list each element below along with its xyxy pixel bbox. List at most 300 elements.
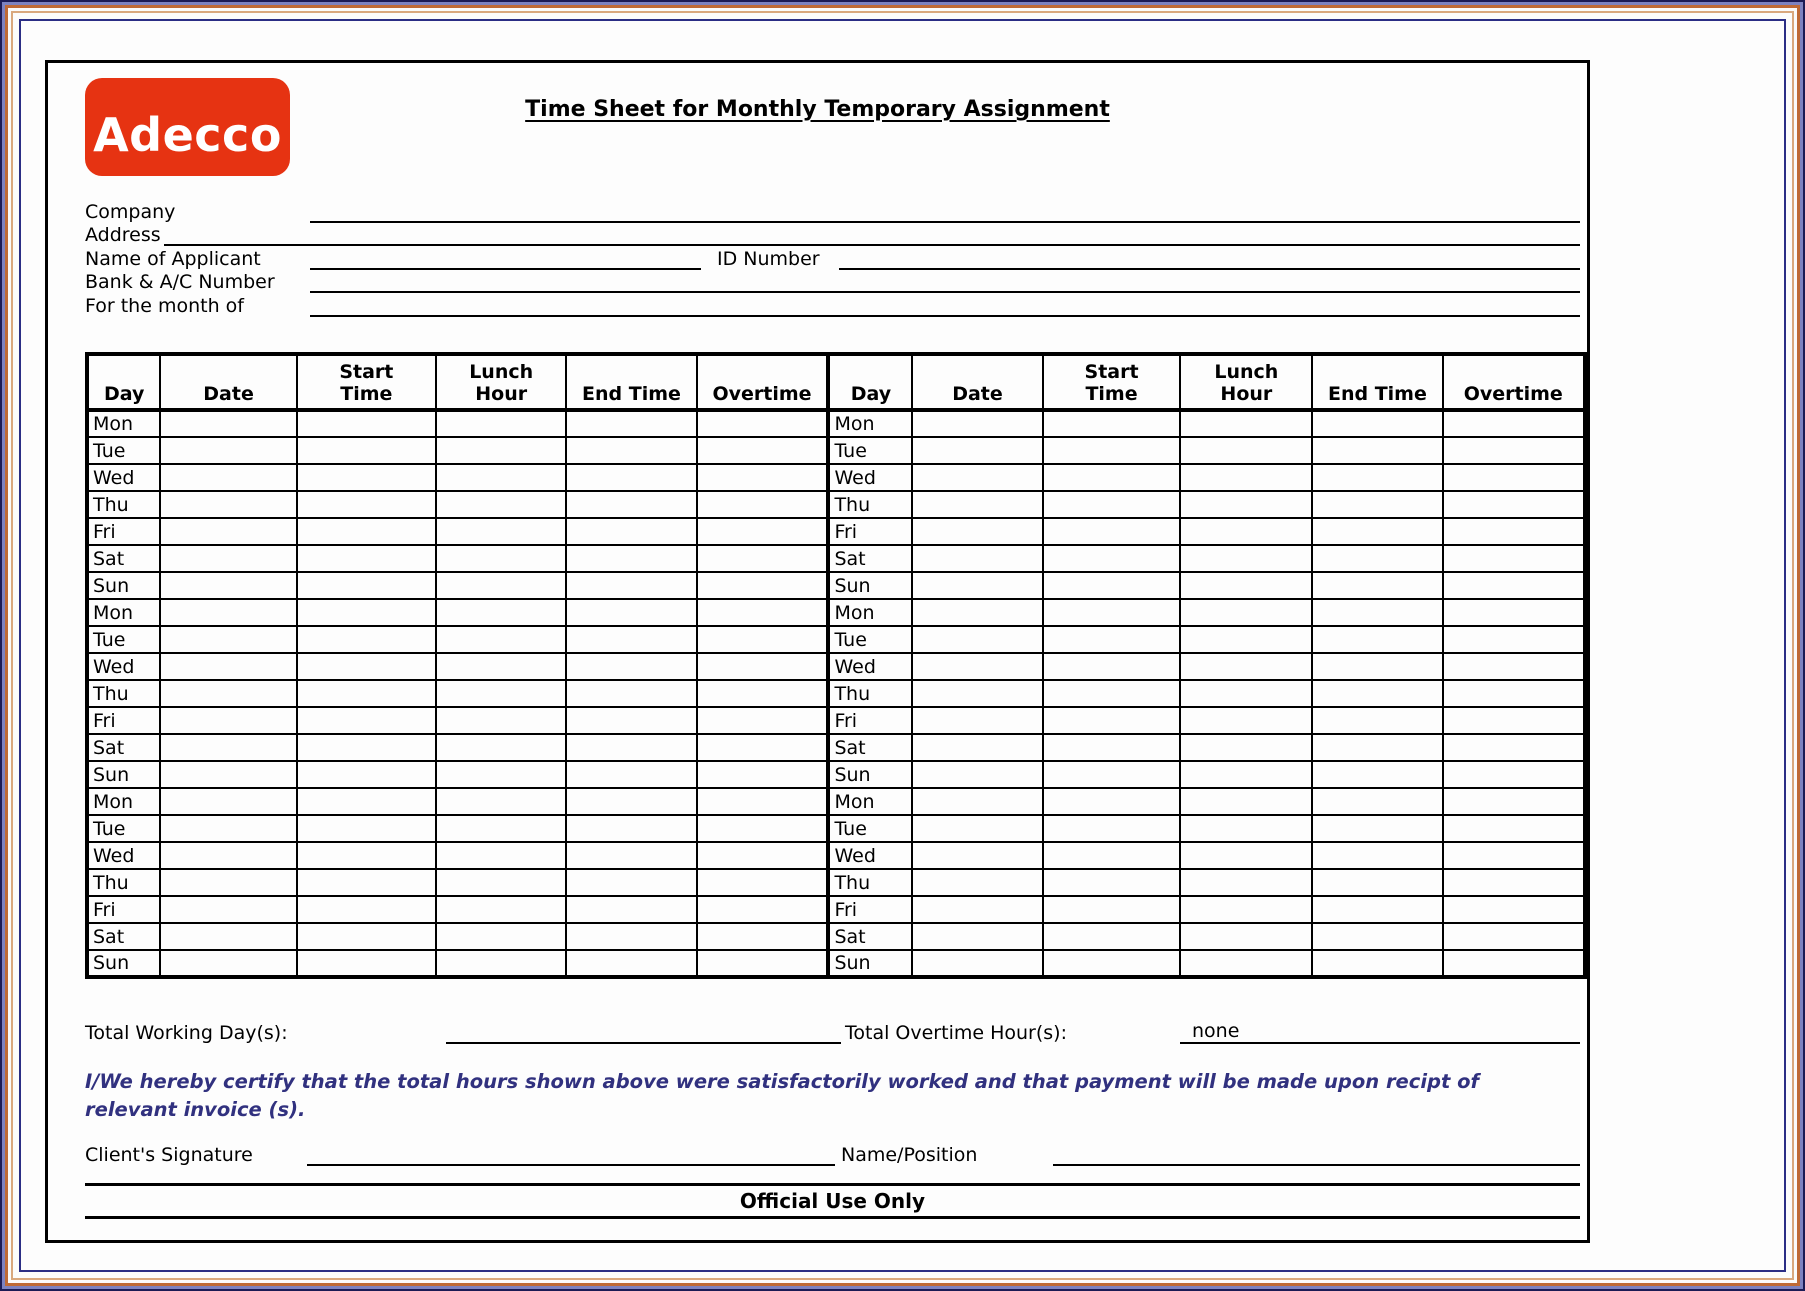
entry-cell[interactable] bbox=[1043, 599, 1181, 626]
entry-cell[interactable] bbox=[1043, 626, 1181, 653]
day-cell: Mon bbox=[87, 788, 160, 815]
entry-cell[interactable] bbox=[1043, 923, 1181, 950]
entry-cell[interactable] bbox=[697, 491, 829, 518]
entry-cell[interactable] bbox=[1043, 680, 1181, 707]
entry-cell[interactable] bbox=[297, 437, 436, 464]
entry-cell[interactable] bbox=[1180, 815, 1312, 842]
entry-cell[interactable] bbox=[160, 437, 296, 464]
entry-cell[interactable] bbox=[1043, 545, 1181, 572]
entry-cell[interactable] bbox=[566, 869, 696, 896]
entry-cell[interactable] bbox=[1180, 599, 1312, 626]
entry-cell[interactable] bbox=[436, 626, 566, 653]
clients-signature-input-line[interactable] bbox=[307, 1142, 835, 1166]
entry-cell[interactable] bbox=[912, 950, 1042, 977]
entry-cell[interactable] bbox=[566, 626, 696, 653]
company-input-line[interactable] bbox=[310, 199, 1580, 223]
official-use-bottom-rule bbox=[85, 1216, 1580, 1219]
entry-cell[interactable] bbox=[912, 896, 1042, 923]
name-of-applicant-label: Name of Applicant bbox=[85, 248, 261, 270]
certification-text bbox=[85, 1068, 1555, 1124]
entry-cell[interactable] bbox=[1443, 545, 1585, 572]
entry-cell[interactable] bbox=[566, 734, 696, 761]
entry-cell[interactable] bbox=[160, 923, 296, 950]
entry-cell[interactable] bbox=[566, 923, 696, 950]
entry-cell[interactable] bbox=[1043, 464, 1181, 491]
col-header-lunch-hour: Lunch Hour bbox=[436, 354, 566, 410]
entry-cell[interactable] bbox=[436, 923, 566, 950]
frame-slate-line bbox=[2, 2, 1803, 1289]
day-cell: Mon bbox=[828, 410, 912, 437]
entry-cell[interactable] bbox=[436, 572, 566, 599]
entry-cell[interactable] bbox=[697, 896, 829, 923]
entry-cell[interactable] bbox=[1180, 896, 1312, 923]
day-cell: Mon bbox=[828, 599, 912, 626]
entry-cell[interactable] bbox=[566, 950, 696, 977]
table-row bbox=[87, 707, 1585, 734]
entry-cell[interactable] bbox=[697, 923, 829, 950]
day-cell: Sat bbox=[87, 545, 160, 572]
entry-cell[interactable] bbox=[1043, 896, 1181, 923]
entry-cell[interactable] bbox=[1312, 491, 1442, 518]
entry-cell[interactable] bbox=[1443, 815, 1585, 842]
day-cell: Tue bbox=[828, 437, 912, 464]
entry-cell[interactable] bbox=[912, 410, 1042, 437]
day-cell: Sat bbox=[828, 545, 912, 572]
name-position-input-line[interactable] bbox=[1053, 1142, 1580, 1166]
entry-cell[interactable] bbox=[436, 545, 566, 572]
entry-cell[interactable] bbox=[1043, 734, 1181, 761]
page-title: Time Sheet for Monthly Temporary Assignment bbox=[525, 97, 1110, 122]
entry-cell[interactable] bbox=[160, 653, 296, 680]
entry-cell[interactable] bbox=[1312, 545, 1442, 572]
entry-cell[interactable] bbox=[160, 734, 296, 761]
entry-cell[interactable] bbox=[697, 788, 829, 815]
total-working-days-input-line[interactable] bbox=[446, 1020, 841, 1044]
entry-cell[interactable] bbox=[1443, 761, 1585, 788]
entry-cell[interactable] bbox=[912, 869, 1042, 896]
entry-cell[interactable] bbox=[297, 545, 436, 572]
entry-cell[interactable] bbox=[1312, 842, 1442, 869]
entry-cell[interactable] bbox=[566, 491, 696, 518]
day-cell: Fri bbox=[87, 707, 160, 734]
entry-cell[interactable] bbox=[566, 680, 696, 707]
entry-cell[interactable] bbox=[160, 680, 296, 707]
entry-cell[interactable] bbox=[297, 410, 436, 437]
entry-cell[interactable] bbox=[912, 545, 1042, 572]
totals-row bbox=[85, 1018, 1580, 1044]
day-cell: Tue bbox=[87, 437, 160, 464]
entry-cell[interactable] bbox=[912, 653, 1042, 680]
timesheet-form bbox=[45, 60, 1590, 1243]
entry-cell[interactable] bbox=[566, 815, 696, 842]
entry-cell[interactable] bbox=[1443, 896, 1585, 923]
entry-cell[interactable] bbox=[1312, 761, 1442, 788]
day-cell: Sat bbox=[87, 923, 160, 950]
entry-cell[interactable] bbox=[1312, 950, 1442, 977]
day-cell: Wed bbox=[828, 653, 912, 680]
entry-cell[interactable] bbox=[912, 680, 1042, 707]
entry-cell[interactable] bbox=[1180, 464, 1312, 491]
entry-cell[interactable] bbox=[297, 518, 436, 545]
entry-cell[interactable] bbox=[436, 518, 566, 545]
frame-tan-line bbox=[11, 11, 1794, 1280]
company-row bbox=[85, 199, 1580, 223]
for-the-month-of-label: For the month of bbox=[85, 295, 244, 317]
day-cell: Sat bbox=[87, 734, 160, 761]
entry-cell[interactable] bbox=[912, 815, 1042, 842]
entry-cell[interactable] bbox=[160, 896, 296, 923]
entry-cell[interactable] bbox=[566, 437, 696, 464]
entry-cell[interactable] bbox=[1180, 653, 1312, 680]
table-row bbox=[87, 950, 1585, 977]
entry-cell[interactable] bbox=[160, 410, 296, 437]
total-working-days-label: Total Working Day(s): bbox=[85, 1022, 288, 1044]
entry-cell[interactable] bbox=[297, 788, 436, 815]
entry-cell[interactable] bbox=[1180, 410, 1312, 437]
entry-cell[interactable] bbox=[1312, 626, 1442, 653]
company-label: Company bbox=[85, 201, 176, 223]
day-cell: Thu bbox=[87, 491, 160, 518]
entry-cell[interactable] bbox=[697, 545, 829, 572]
entry-cell[interactable] bbox=[1043, 572, 1181, 599]
entry-cell[interactable] bbox=[1180, 680, 1312, 707]
adecco-logo-text: Adecco bbox=[93, 108, 282, 162]
entry-cell[interactable] bbox=[160, 599, 296, 626]
day-cell: Sat bbox=[828, 734, 912, 761]
entry-cell[interactable] bbox=[912, 464, 1042, 491]
entry-cell[interactable] bbox=[160, 950, 296, 977]
col-header-lunch-hour: Lunch Hour bbox=[1180, 354, 1312, 410]
entry-cell[interactable] bbox=[1312, 599, 1442, 626]
entry-cell[interactable] bbox=[297, 923, 436, 950]
bank-row bbox=[85, 269, 1580, 293]
entry-cell[interactable] bbox=[436, 437, 566, 464]
entry-cell[interactable] bbox=[697, 761, 829, 788]
timesheet-header-row bbox=[87, 354, 1585, 410]
day-cell: Sun bbox=[87, 572, 160, 599]
entry-cell[interactable] bbox=[1180, 869, 1312, 896]
entry-cell[interactable] bbox=[436, 653, 566, 680]
entry-cell[interactable] bbox=[436, 869, 566, 896]
entry-cell[interactable] bbox=[436, 707, 566, 734]
total-overtime-hours-value-line[interactable]: none bbox=[1180, 1020, 1580, 1044]
entry-cell[interactable] bbox=[297, 680, 436, 707]
table-row bbox=[87, 653, 1585, 680]
entry-cell[interactable] bbox=[1312, 869, 1442, 896]
entry-cell[interactable] bbox=[1043, 788, 1181, 815]
entry-cell[interactable] bbox=[697, 599, 829, 626]
entry-cell[interactable] bbox=[697, 464, 829, 491]
entry-cell[interactable] bbox=[436, 599, 566, 626]
entry-cell[interactable] bbox=[1180, 788, 1312, 815]
entry-cell[interactable] bbox=[1180, 572, 1312, 599]
entry-cell[interactable] bbox=[297, 626, 436, 653]
entry-cell[interactable] bbox=[297, 653, 436, 680]
table-row bbox=[87, 491, 1585, 518]
table-row bbox=[87, 572, 1585, 599]
entry-cell[interactable] bbox=[1312, 734, 1442, 761]
entry-cell[interactable] bbox=[912, 761, 1042, 788]
entry-cell[interactable] bbox=[297, 842, 436, 869]
entry-cell[interactable] bbox=[697, 572, 829, 599]
table-row bbox=[87, 518, 1585, 545]
entry-cell[interactable] bbox=[1443, 626, 1585, 653]
address-input-line[interactable] bbox=[164, 222, 1580, 246]
total-overtime-hours-label: Total Overtime Hour(s): bbox=[845, 1022, 1067, 1044]
table-row bbox=[87, 437, 1585, 464]
entry-cell[interactable] bbox=[697, 518, 829, 545]
entry-cell[interactable] bbox=[912, 518, 1042, 545]
day-cell: Thu bbox=[828, 680, 912, 707]
entry-cell[interactable] bbox=[1180, 761, 1312, 788]
entry-cell[interactable] bbox=[566, 842, 696, 869]
day-cell: Thu bbox=[87, 869, 160, 896]
entry-cell[interactable] bbox=[1443, 788, 1585, 815]
entry-cell[interactable] bbox=[1043, 869, 1181, 896]
applicant-row bbox=[85, 246, 1580, 270]
entry-cell[interactable] bbox=[436, 896, 566, 923]
entry-cell[interactable] bbox=[912, 788, 1042, 815]
entry-cell[interactable] bbox=[1312, 410, 1442, 437]
entry-cell[interactable] bbox=[160, 572, 296, 599]
entry-cell[interactable] bbox=[160, 626, 296, 653]
entry-cell[interactable] bbox=[1312, 464, 1442, 491]
day-cell: Wed bbox=[87, 653, 160, 680]
entry-cell[interactable] bbox=[1443, 869, 1585, 896]
entry-cell[interactable] bbox=[1312, 788, 1442, 815]
entry-cell[interactable] bbox=[1180, 734, 1312, 761]
entry-cell[interactable] bbox=[1180, 707, 1312, 734]
entry-cell[interactable] bbox=[1312, 815, 1442, 842]
entry-cell[interactable] bbox=[566, 545, 696, 572]
entry-cell[interactable] bbox=[1443, 437, 1585, 464]
entry-cell[interactable] bbox=[297, 599, 436, 626]
entry-cell[interactable] bbox=[1443, 707, 1585, 734]
day-cell: Tue bbox=[87, 626, 160, 653]
day-cell: Fri bbox=[87, 896, 160, 923]
bank-ac-number-label: Bank & A/C Number bbox=[85, 271, 275, 293]
entry-cell[interactable] bbox=[436, 761, 566, 788]
month-input-line[interactable] bbox=[310, 293, 1580, 317]
day-cell: Thu bbox=[87, 680, 160, 707]
entry-cell[interactable] bbox=[566, 761, 696, 788]
month-row bbox=[85, 293, 1580, 317]
entry-cell[interactable] bbox=[160, 842, 296, 869]
entry-cell[interactable] bbox=[1312, 896, 1442, 923]
entry-cell[interactable] bbox=[1180, 842, 1312, 869]
day-cell: Fri bbox=[828, 896, 912, 923]
entry-cell[interactable] bbox=[912, 437, 1042, 464]
name-of-applicant-input-line[interactable] bbox=[310, 246, 701, 270]
entry-cell[interactable] bbox=[1043, 410, 1181, 437]
table-row bbox=[87, 410, 1585, 437]
day-cell: Wed bbox=[828, 842, 912, 869]
entry-cell[interactable] bbox=[1043, 761, 1181, 788]
entry-cell[interactable] bbox=[1443, 410, 1585, 437]
col-header-date: Date bbox=[912, 354, 1042, 410]
entry-cell[interactable] bbox=[912, 842, 1042, 869]
entry-cell[interactable] bbox=[436, 464, 566, 491]
entry-cell[interactable] bbox=[1443, 599, 1585, 626]
entry-cell[interactable] bbox=[697, 950, 829, 977]
entry-cell[interactable] bbox=[1043, 707, 1181, 734]
entry-cell[interactable] bbox=[160, 491, 296, 518]
entry-cell[interactable] bbox=[436, 734, 566, 761]
entry-cell[interactable] bbox=[1180, 437, 1312, 464]
entry-cell[interactable] bbox=[697, 653, 829, 680]
entry-cell[interactable] bbox=[1180, 923, 1312, 950]
col-header-date: Date bbox=[160, 354, 296, 410]
day-cell: Thu bbox=[828, 869, 912, 896]
entry-cell[interactable] bbox=[697, 734, 829, 761]
entry-cell[interactable] bbox=[1312, 437, 1442, 464]
day-cell: Sun bbox=[828, 950, 912, 977]
entry-cell[interactable] bbox=[566, 788, 696, 815]
entry-cell[interactable] bbox=[1312, 680, 1442, 707]
entry-cell[interactable] bbox=[1043, 491, 1181, 518]
entry-cell[interactable] bbox=[160, 869, 296, 896]
entry-cell[interactable] bbox=[566, 653, 696, 680]
entry-cell[interactable] bbox=[697, 626, 829, 653]
entry-cell[interactable] bbox=[1443, 923, 1585, 950]
entry-cell[interactable] bbox=[297, 707, 436, 734]
entry-cell[interactable] bbox=[566, 464, 696, 491]
entry-cell[interactable] bbox=[566, 572, 696, 599]
entry-cell[interactable] bbox=[1180, 491, 1312, 518]
entry-cell[interactable] bbox=[1043, 815, 1181, 842]
entry-cell[interactable] bbox=[1443, 842, 1585, 869]
entry-cell[interactable] bbox=[1443, 572, 1585, 599]
table-row bbox=[87, 734, 1585, 761]
entry-cell[interactable] bbox=[1312, 923, 1442, 950]
entry-cell[interactable] bbox=[566, 707, 696, 734]
entry-cell[interactable] bbox=[1443, 950, 1585, 977]
official-use-top-rule bbox=[85, 1183, 1580, 1186]
entry-cell[interactable] bbox=[566, 896, 696, 923]
entry-cell[interactable] bbox=[912, 572, 1042, 599]
day-cell: Thu bbox=[828, 491, 912, 518]
entry-cell[interactable] bbox=[160, 761, 296, 788]
table-row bbox=[87, 869, 1585, 896]
day-cell: Sat bbox=[828, 923, 912, 950]
table-row bbox=[87, 842, 1585, 869]
col-header-end-time: End Time bbox=[1312, 354, 1442, 410]
entry-cell[interactable] bbox=[160, 815, 296, 842]
signature-row bbox=[85, 1140, 1580, 1166]
entry-cell[interactable] bbox=[297, 572, 436, 599]
col-header-end-time: End Time bbox=[566, 354, 696, 410]
col-header-overtime: Overtime bbox=[697, 354, 829, 410]
day-cell: Sun bbox=[87, 761, 160, 788]
day-cell: Tue bbox=[87, 815, 160, 842]
name-position-label: Name/Position bbox=[841, 1144, 978, 1166]
entry-cell[interactable] bbox=[697, 842, 829, 869]
entry-cell[interactable] bbox=[566, 410, 696, 437]
entry-cell[interactable] bbox=[1443, 518, 1585, 545]
entry-cell[interactable] bbox=[1443, 680, 1585, 707]
entry-cell[interactable] bbox=[1180, 518, 1312, 545]
entry-cell[interactable] bbox=[1312, 518, 1442, 545]
entry-cell[interactable] bbox=[1443, 653, 1585, 680]
entry-cell[interactable] bbox=[912, 599, 1042, 626]
entry-cell[interactable] bbox=[1043, 842, 1181, 869]
day-cell: Sun bbox=[87, 950, 160, 977]
entry-cell[interactable] bbox=[912, 626, 1042, 653]
day-cell: Wed bbox=[828, 464, 912, 491]
entry-cell[interactable] bbox=[436, 491, 566, 518]
entry-cell[interactable] bbox=[436, 815, 566, 842]
entry-cell[interactable] bbox=[1312, 653, 1442, 680]
entry-cell[interactable] bbox=[1312, 707, 1442, 734]
entry-cell[interactable] bbox=[436, 680, 566, 707]
entry-cell[interactable] bbox=[697, 815, 829, 842]
table-row bbox=[87, 680, 1585, 707]
id-number-label: ID Number bbox=[717, 248, 820, 270]
entry-cell[interactable] bbox=[566, 518, 696, 545]
entry-cell[interactable] bbox=[1443, 491, 1585, 518]
entry-cell[interactable] bbox=[1443, 464, 1585, 491]
entry-cell[interactable] bbox=[1043, 437, 1181, 464]
entry-cell[interactable] bbox=[160, 545, 296, 572]
entry-cell[interactable] bbox=[912, 923, 1042, 950]
entry-cell[interactable] bbox=[1180, 545, 1312, 572]
entry-cell[interactable] bbox=[1180, 626, 1312, 653]
entry-cell[interactable] bbox=[297, 815, 436, 842]
entry-cell[interactable] bbox=[297, 896, 436, 923]
entry-cell[interactable] bbox=[912, 734, 1042, 761]
table-row bbox=[87, 815, 1585, 842]
day-cell: Tue bbox=[828, 815, 912, 842]
day-cell: Mon bbox=[828, 788, 912, 815]
entry-cell[interactable] bbox=[436, 950, 566, 977]
entry-cell[interactable] bbox=[1043, 950, 1181, 977]
entry-cell[interactable] bbox=[297, 464, 436, 491]
entry-cell[interactable] bbox=[1443, 734, 1585, 761]
entry-cell[interactable] bbox=[1043, 518, 1181, 545]
entry-cell[interactable] bbox=[297, 491, 436, 518]
entry-cell[interactable] bbox=[160, 518, 296, 545]
entry-cell[interactable] bbox=[1180, 950, 1312, 977]
entry-cell[interactable] bbox=[297, 869, 436, 896]
entry-cell[interactable] bbox=[297, 950, 436, 977]
table-row bbox=[87, 761, 1585, 788]
entry-cell[interactable] bbox=[297, 761, 436, 788]
entry-cell[interactable] bbox=[436, 788, 566, 815]
entry-cell[interactable] bbox=[1043, 653, 1181, 680]
entry-cell[interactable] bbox=[160, 464, 296, 491]
entry-cell[interactable] bbox=[1312, 572, 1442, 599]
entry-cell[interactable] bbox=[566, 599, 696, 626]
entry-cell[interactable] bbox=[436, 410, 566, 437]
entry-cell[interactable] bbox=[436, 842, 566, 869]
entry-cell[interactable] bbox=[297, 734, 436, 761]
day-cell: Fri bbox=[828, 707, 912, 734]
entry-cell[interactable] bbox=[160, 788, 296, 815]
table-row bbox=[87, 923, 1585, 950]
entry-cell[interactable] bbox=[912, 491, 1042, 518]
entry-cell[interactable] bbox=[697, 410, 829, 437]
entry-cell[interactable] bbox=[912, 707, 1042, 734]
bank-ac-number-input-line[interactable] bbox=[310, 269, 1580, 293]
day-cell: Sun bbox=[828, 572, 912, 599]
col-header-overtime: Overtime bbox=[1443, 354, 1585, 410]
entry-cell[interactable] bbox=[697, 707, 829, 734]
entry-cell[interactable] bbox=[697, 680, 829, 707]
entry-cell[interactable] bbox=[697, 869, 829, 896]
id-number-input-line[interactable] bbox=[839, 246, 1580, 270]
entry-cell[interactable] bbox=[697, 437, 829, 464]
entry-cell[interactable] bbox=[160, 707, 296, 734]
